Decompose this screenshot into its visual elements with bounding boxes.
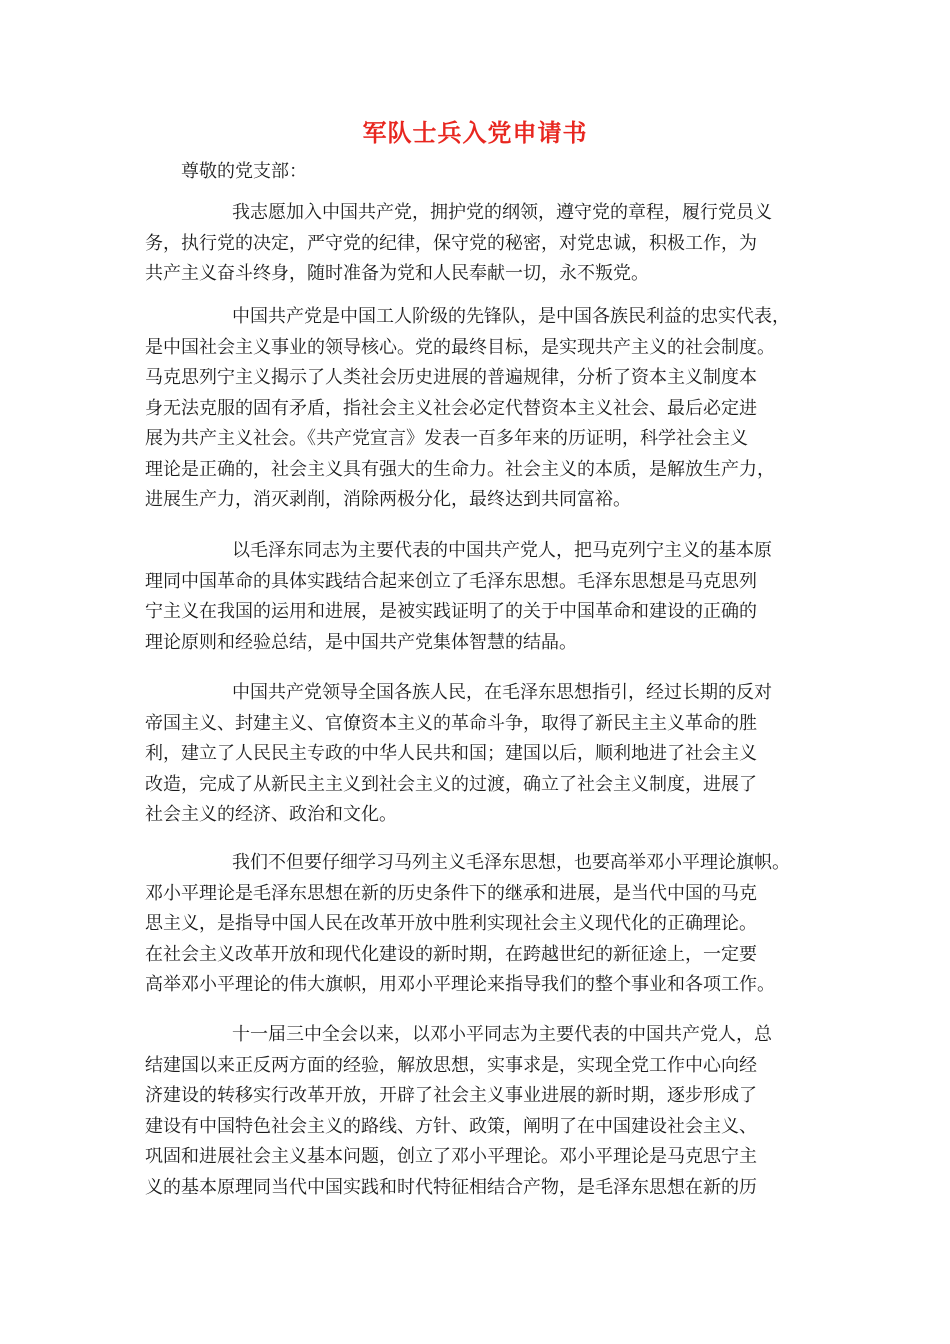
paragraph-line: 我们不但要仔细学习马列主义毛泽东思想，也要高举邓小平理论旗帜。 (232, 852, 790, 873)
paragraph-line: 建设有中国特色社会主义的路线、方针、政策，阐明了在中国建设社会主义、 (145, 1115, 757, 1137)
paragraph-line: 展为共产主义社会。《共产党宣言》发表一百多年来的历证明，科学社会主义 (145, 428, 748, 449)
paragraph-line: 是中国社会主义事业的领导核心。党的最终目标，是实现共产主义的社会制度。 (145, 336, 775, 358)
paragraph-line: 帝国主义、封建主义、官僚资本主义的革命斗争，取得了新民主主义革命的胜 (145, 712, 757, 734)
salutation: 尊敬的党支部： (181, 161, 307, 182)
paragraph-line: 中国共产党领导全国各族人民，在毛泽东思想指引，经过长期的反对 (232, 682, 772, 703)
paragraph-line: 中国共产党是中国工人阶级的先锋队，是中国各族民利益的忠实代表， (232, 306, 790, 327)
paragraph-line: 我志愿加入中国共产党，拥护党的纲领，遵守党的章程，履行党员义 (232, 202, 772, 223)
paragraph-line: 结建国以来正反两方面的经验，解放思想，实事求是，实现全党工作中心向经 (145, 1054, 757, 1076)
paragraph-line: 邓小平理论是毛泽东思想在新的历史条件下的继承和进展，是当代中国的马克 (145, 882, 757, 904)
paragraph-line: 进展生产力，消灭剥削，消除两极分化，最终达到共同富裕。 (145, 489, 631, 510)
document-title: 军队士兵入党申请书 (362, 119, 588, 147)
paragraph-line: 利，建立了人民民主专政的中华人民共和国；建国以后，顺利地进了社会主义 (145, 743, 757, 764)
paragraph-line: 在社会主义改革开放和现代化建设的新时期，在跨越世纪的新征途上，一定要 (145, 943, 757, 965)
paragraph-line: 务，执行党的决定，严守党的纪律，保守党的秘密，对党忠诚，积极工作，为 (145, 232, 757, 254)
paragraph-line: 理同中国革命的具体实践结合起来创立了毛泽东思想。毛泽东思想是马克思列 (145, 570, 757, 592)
paragraph-line: 宁主义在我国的运用和进展，是被实践证明了的关于中国革命和建设的正确的 (145, 601, 757, 622)
paragraph-line: 共产主义奋斗终身，随时准备为党和人民奉献一切，永不叛党。 (145, 263, 649, 284)
paragraph-line: 十一届三中全会以来，以邓小平同志为主要代表的中国共产党人，总 (232, 1024, 772, 1045)
paragraph-line: 马克思列宁主义揭示了人类社会历史进展的普遍规律，分析了资本主义制度本 (145, 367, 757, 388)
paragraph-line: 改造，完成了从新民主主义到社会主义的过渡，确立了社会主义制度，进展了 (145, 773, 757, 795)
paragraph-1 (145, 198, 805, 290)
paragraph-line: 巩固和进展社会主义基本问题，创立了邓小平理论。邓小平理论是马克思宁主 (145, 1146, 757, 1167)
paragraph-4 (145, 678, 805, 831)
paragraph-line: 理论是正确的，社会主义具有强大的生命力。社会主义的本质，是解放生产力， (145, 458, 775, 480)
paragraph-2 (145, 302, 805, 516)
paragraph-line: 思主义，是指导中国人民在改革开放中胜利实现社会主义现代化的正确理论。 (145, 913, 757, 934)
paragraph-6 (145, 1020, 805, 1203)
paragraph-line: 理论原则和经验总结，是中国共产党集体智慧的结晶。 (145, 631, 577, 653)
paragraph-3 (145, 536, 805, 658)
paragraph-line: 济建设的转移实行改革开放，开辟了社会主义事业进展的新时期，逐步形成了 (145, 1085, 757, 1106)
paragraph-line: 以毛泽东同志为主要代表的中国共产党人，把马克列宁主义的基本原 (232, 540, 772, 561)
paragraph-line: 高举邓小平理论的伟大旗帜，用邓小平理论来指导我们的整个事业和各项工作。 (145, 974, 775, 995)
paragraph-5 (145, 848, 805, 1001)
paragraph-line: 身无法克服的固有矛盾，指社会主义社会必定代替资本主义社会、最后必定进 (145, 397, 757, 419)
paragraph-line: 社会主义的经济、政治和文化。 (145, 804, 397, 825)
paragraph-line: 义的基本原理同当代中国实践和时代特征相结合产物，是毛泽东思想在新的历 (145, 1176, 757, 1198)
